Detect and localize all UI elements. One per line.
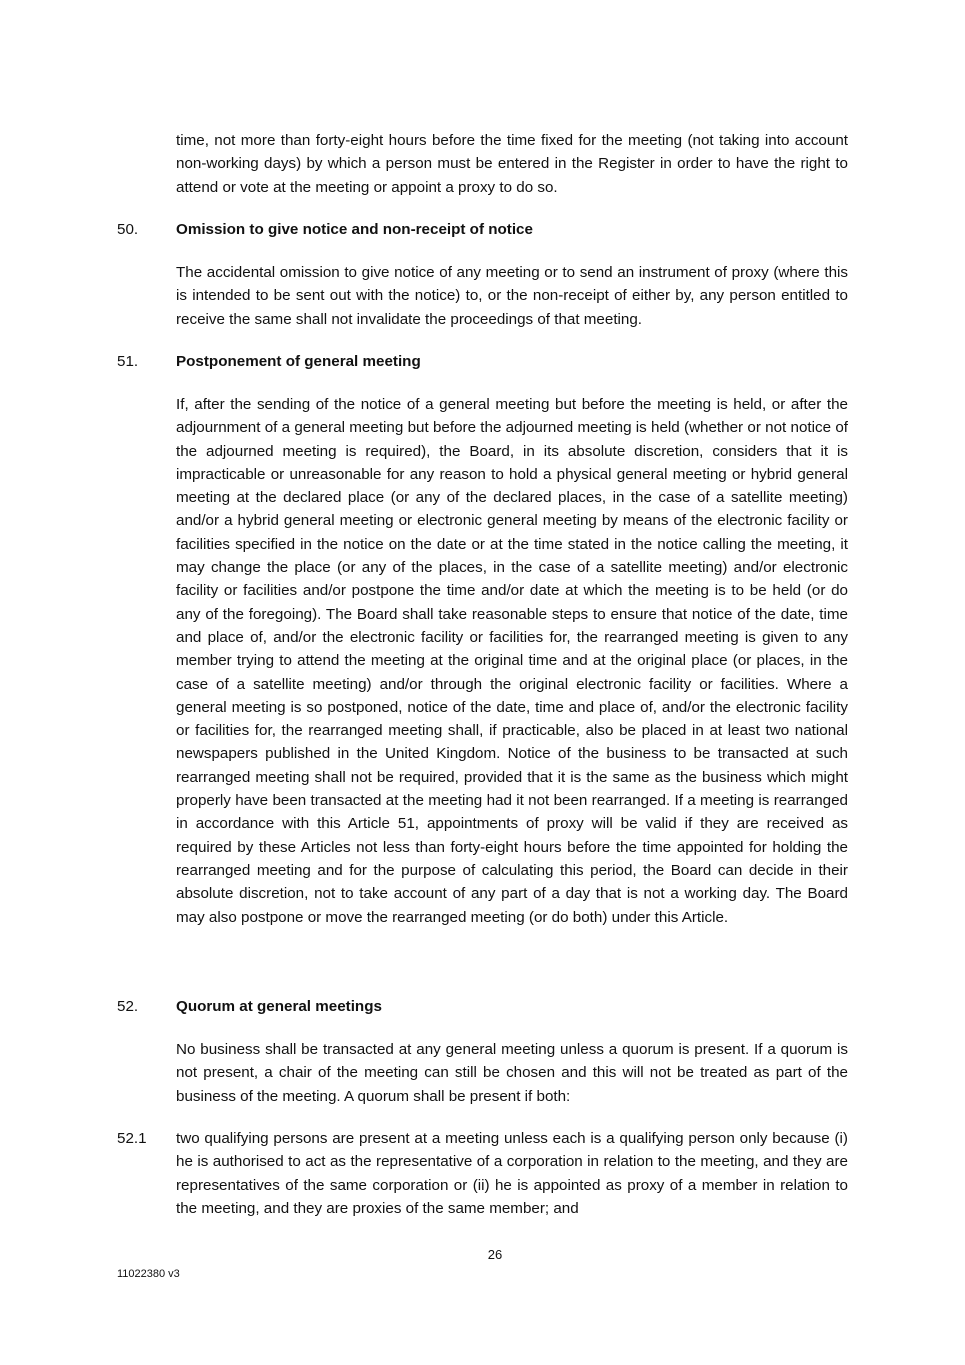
article-body-51: If, after the sending of the notice of a general meeting but before the meeting is held, or after the adjournment of a general meeting but before the adjourned meeting is held (whether or not notice of the adjourned meeting is required), the Board, in its absolute discretion, considers that it is impracticable or unreasonable for any reason to hold a physical general meeting or hybrid general meeting at the declared place (or any of the declared places, in the case of a satellite meeting) and/or a hybrid general meeting or electronic general meeting by means of the electronic facility or facilities specified in the notice on the date or at the time stated in the notice calling the meeting, it may change the place (or any of the places, in the case of a satellite meeting) and/or electronic facility or facilities and/or postpone the time and/or date at which the meeting is to be held (or do any of the foregoing). The Board shall take reasonable steps to ensure that notice of the date, time and place of, and/or the electronic facility or facilities for, the rearranged meeting is given to any member trying to attend the meeting at the original time and at the original place (or places, in the case of a satellite meeting) and/or through the original electronic facility or facilities. Where a general meeting is so postponed, notice of the date, time and place of, and/or the electronic facility or facilities for, the rearranged meeting shall, if practicable, also be placed in at least two national newspapers published in the United Kingdom. Notice of the business to be transacted at such rearranged meeting shall not be required, provided that it is the same as the business which might properly have been transacted at the meeting had it not been rearranged. If a meeting is rearranged in accordance with this Article 51, appointments of proxy will be valid if they are received as required by these Articles not less than forty-eight hours before the time appointed for holding the rearranged meeting and for the purpose of calculating this period, the Board can decide in their absolute discretion, not to take account of any part of a day that is not a working day. The Board may also postpone or move the rearranged meeting (or do both) under this Article.	[176, 396, 848, 926]
document-reference: 11022380 v3	[117, 1268, 180, 1280]
article-title: Postponement of general meeting	[176, 353, 421, 370]
article-body-52: No business shall be transacted at any general meeting unless a quorum is present. If a quorum is not present, a chair of the meeting can still be chosen and this will not be treated as part of the business of the meeting. A quorum shall be present if both:	[176, 1041, 848, 1105]
page-number: 26	[487, 1247, 503, 1262]
article-heading-52	[117, 995, 848, 1018]
article-number: 52.	[117, 998, 139, 1015]
subclause-52-1	[117, 1127, 848, 1220]
subclause-text: two qualifying persons are present at a meeting unless each is a qualifying person only because (i) he is authorised to act as the representative of a corporation in relation to the meeting, and they are representatives of the same corporation or (ii) he is appointed as proxy of a member in relation to the meeting, and they are proxies of the same member; and	[176, 1130, 848, 1217]
article-title: Quorum at general meetings	[176, 998, 382, 1015]
article-heading-50	[117, 218, 848, 241]
article-body-50: The accidental omission to give notice of any meeting or to send an instrument of proxy (where this is intended to be sent out with the notice) to, or the non-receipt of either by, any person entitled to receive the same shall not invalidate the proceedings of that meeting.	[176, 264, 848, 328]
subclause-number: 52.1	[117, 1130, 147, 1147]
article-title: Omission to give notice and non-receipt of notice	[176, 221, 533, 238]
article-heading-51	[117, 350, 848, 373]
article-number: 51.	[117, 353, 139, 370]
paragraph-continuation: time, not more than forty-eight hours before the time fixed for the meeting (not taking into account non-working days) by which a person must be entered in the Register in order to have the right to attend or vote at the meeting or appoint a proxy to do so.	[176, 132, 848, 196]
article-number: 50.	[117, 221, 139, 238]
